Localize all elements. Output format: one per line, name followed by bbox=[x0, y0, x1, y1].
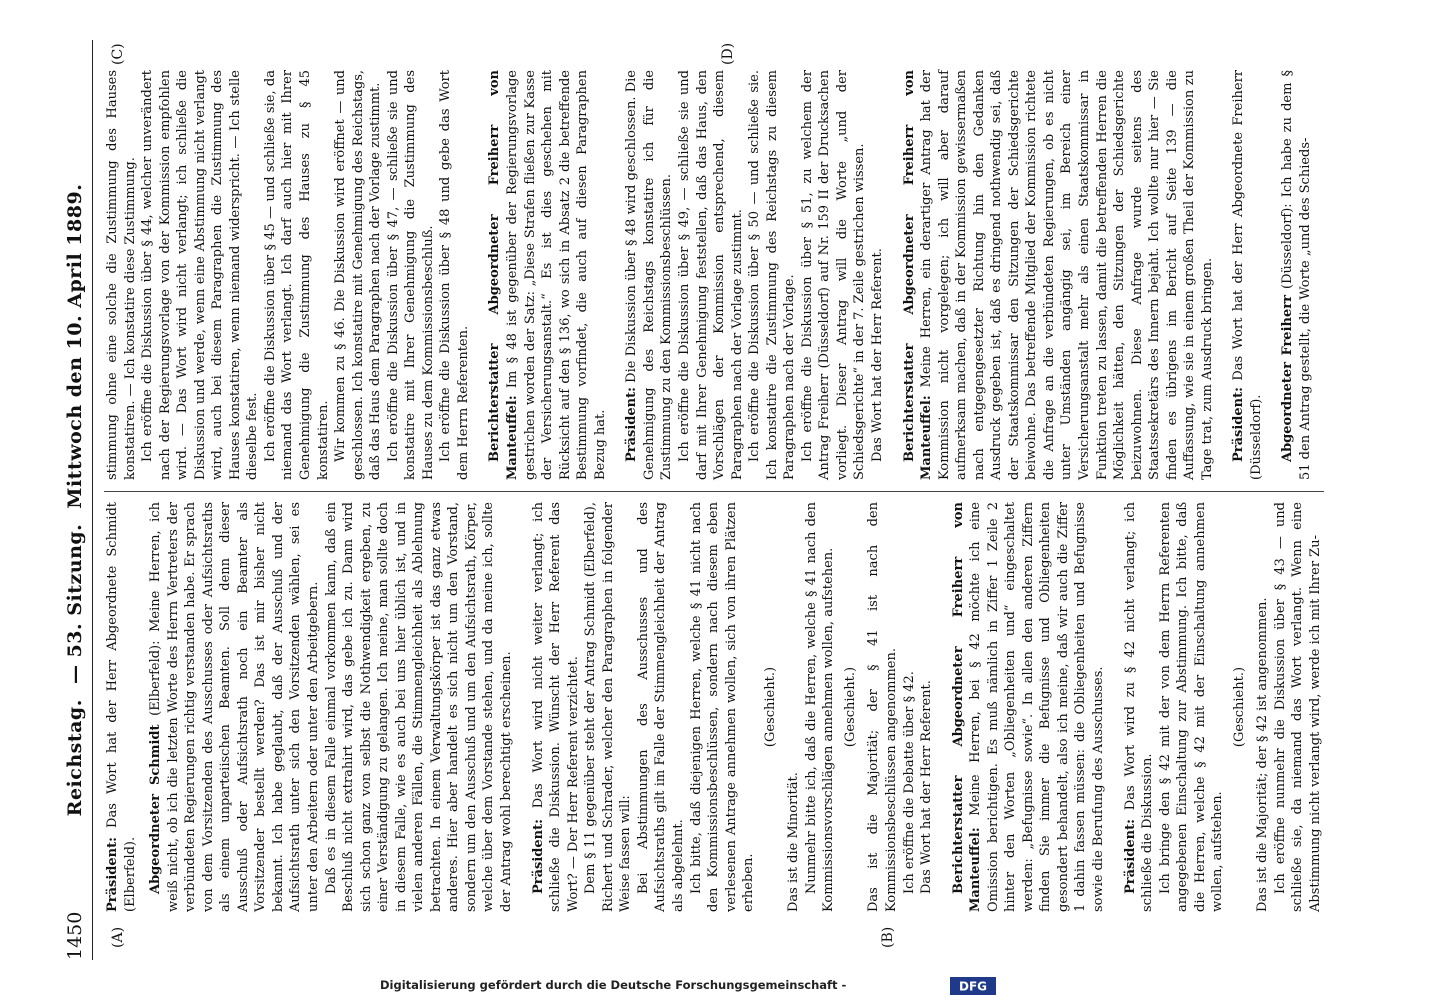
paragraph bbox=[104, 502, 139, 912]
paragraph bbox=[1157, 502, 1227, 912]
paragraph-text: (Geschieht.) bbox=[842, 666, 858, 748]
paragraph bbox=[486, 70, 609, 480]
paragraph-text: stimmung ohne eine solche die Zustimmung des Hauses konstatiren. — Ich konstatire diese Zustimmung. bbox=[105, 70, 138, 480]
paragraph-text: Wir kommen zu § 46. Die Diskussion wird eröffnet — und geschlossen. Ich konstatire mit Genehmigung des Reichstags, daß das Haus dem Paragraphen nach der Vorlage zustimmt. bbox=[333, 70, 384, 480]
paragraph-text: Das ist die Majorität; der § 42 ist angenommen. bbox=[1255, 597, 1271, 912]
paragraph bbox=[104, 70, 139, 480]
speaker-name: Präsident: bbox=[1231, 387, 1247, 462]
paragraph-text: Ich eröffne die Diskussion über § 45 — und schließe sie, da niemand das Wort verlangt. Ich darf auch hier mit Ihrer Genehmigung die Zustimmung des Hauses zu § 45 konstatiren. bbox=[262, 70, 331, 480]
speaker-name: Abgeordneter Schmidt bbox=[148, 724, 164, 894]
paragraph-text: Meine Herren, ein derartiger Antrag hat der Kommission nicht vorgelegen; ich will aber darauf aufmerksam machen, daß in der Kommission gewissermaßen nach entgegengesetzter Richtung hin den Gedanken Ausdruck gegeben ist, daß es dringend nothwendig sei, daß der Staatskommissar den Sitzungen der Schiedsgerichte beiwohne. Das betreffende Mitglied der Kommission richtete die Anfrage an die verbündeten Regierungen, ob es nicht unter Umständen angängig sei, im Bereich einer Versicherungsanstalt mehr als einen Staatskommissar in Funktion treten zu lassen, damit die betreffenden Herren die Möglichkeit hätten, den Sitzungen der Schiedsgerichte beizuwohnen. Diese Anfrage wurde seitens des Staatssekretärs des Innern bejaht. Ich wollte nur hier — Sie finden es übrigens im Bericht auf Seite 139 — die Auffassung, wie sie in einem großen Theil der Kommission zu Tage trat, zum Ausdruck bringen. bbox=[919, 70, 1215, 480]
speaker-name: Präsident: bbox=[624, 387, 640, 462]
margin-mark-b: (B) bbox=[880, 926, 896, 948]
paragraph bbox=[437, 70, 472, 480]
paragraph bbox=[323, 502, 516, 912]
paragraph bbox=[918, 502, 936, 912]
speaker-name: Präsident: bbox=[105, 837, 120, 912]
page-number: 1450 bbox=[64, 911, 86, 960]
paragraph bbox=[1230, 70, 1265, 480]
paragraph-text: Die Diskussion über § 48 wird geschlossen. Die Genehmigung des Reichstags konstatire ich für die Zustimmung zu den Kommissionsbeschlüssen. bbox=[624, 70, 675, 480]
right-column bbox=[104, 70, 1315, 480]
left-column bbox=[104, 502, 1325, 912]
paragraph bbox=[865, 502, 900, 912]
speaker-name: Abgeordneter Freiherr bbox=[1280, 295, 1296, 462]
paragraph-text: (Elberfeld): Meine Herren, ich weiß nicht, ob ich die letzten Worte des Herrn Vertreters der verbündeten Regierungen richtig verstanden habe. Er sprach von dem Vorsitzenden des Ausschusses oder Aufsichtsraths als einem unparteiischen Beamten. Soll denn dieser Ausschuß oder Aufsichtsrath noch ein Beamter als Vorsitzender bestellt werden? Das ist mir bisher nicht bekannt. Ich habe geglaubt, daß der Ausschuß und der Aufsichtsrath unter sich den Vorsitzenden wählen, sei es unter den Arbeitern oder unter den Arbeitgebern. bbox=[148, 502, 322, 912]
paragraph bbox=[785, 502, 803, 912]
paragraph bbox=[1254, 502, 1272, 912]
speaker-name: Berichterstatter Abgeordneter Freiherr von Manteuffel: bbox=[487, 70, 521, 480]
paragraph bbox=[842, 502, 860, 912]
paragraph bbox=[623, 70, 676, 480]
margin-mark-a: (A) bbox=[110, 926, 126, 948]
paragraph-text: Ich eröffne die Diskussion über § 49, — schließe sie und darf mit Ihrer Genehmigung feststellen, daß das Haus, den Vorschlägen der Kommission entsprechend, diesem Paragraphen nach der Vorlage zustimmt. bbox=[676, 70, 745, 480]
paragraph-text: Ich eröffne die Diskussion über § 47, — schließe sie und konstatire mit Ihrer Genehmigung die Zustimmung des Hauses zu dem Kommissionsbeschluß. bbox=[385, 70, 436, 480]
paragraph-text: Im § 48 ist gegenüber der Regierungsvorlage gestrichen worden der Satz: „Diese Strafen fließen zur Kasse der Versicherungsanstalt.“ Es ist dies geschehen mit Rücksicht auf den § 136, wo sich in Absatz 2 die betreffende Bestimmung vorfindet, die auch auf diesen Paragraphen Bezug hat. bbox=[505, 70, 608, 480]
paragraph bbox=[950, 502, 1108, 912]
paragraph-text: Daß es in diesem Falle einmal vorkommen kann, daß ein Beschluß nicht extrahirt wird, das gebe ich zu. Dann wird sich schon ganz von selbst die Nothwendigkeit ergeben, zu einer Verständigung zu gelangen. Ich meine, man sollte doch in diesem Falle, wie es auch bei uns hier üblich ist, und in vielen anderen Fällen, die Stimmengleichheit als Ablehnung betrachten. In einem Verwaltungskörper ist das ganz etwas anderes. Hier aber handelt es sich nicht um den Vorstand, sondern um den Ausschuß und um den Aufsichtsrath, Körper, welche über dem Vorstande stehen, und da meine ich, sollte der Antrag wohl berechtigt erscheinen. bbox=[323, 502, 515, 912]
paragraph bbox=[262, 70, 332, 480]
speaker-name: Berichterstatter Abgeordneter Freiherr von Manteuffel: bbox=[950, 502, 984, 912]
paragraph-text: Das Wort hat der Herr Referent. bbox=[869, 248, 885, 462]
paragraph bbox=[139, 70, 262, 480]
paragraph-text: Ich eröffne die Diskussion über § 50 — und schließe sie. Ich konstatire die Zustimmung des Reichstags zu diesem Paragraphen nach der Vorlage. bbox=[747, 70, 798, 480]
paragraph-text: Meine Herren, bei § 42 möchte ich eine Omission berichtigen. Es muß nämlich in Ziffer 1 Zeile 2 hinter den Worten „Obliegenheiten und“ eingeschaltet werden: „Befugnisse sowie“. In allen den anderen Ziffern finden Sie immer die Befugnisse und Obliegenheiten gesondert behandelt, also ich meine, daß wir auch die Ziffer 1 dahin fassen müssen: die Obliegenheiten und Befugnisse sowie die Berufung des Ausschusses. bbox=[968, 501, 1106, 912]
paragraph bbox=[799, 70, 869, 480]
paragraph bbox=[901, 70, 1217, 480]
paragraph-text: Bei Abstimmungen des Ausschusses und des Aufsichtsraths gilt im Falle der Stimmengleichheit der Antrag als abgelehnt. bbox=[635, 502, 686, 912]
paragraph-text: Das ist die Majorität; der § 41 ist nach den Kommissionsbeschlüssen angenommen. bbox=[866, 502, 899, 912]
paragraph-text: (Düsseldorf): Ich habe zu dem § 51 den Antrag gestellt, die Worte „und des Schieds- bbox=[1280, 70, 1313, 480]
paragraph bbox=[762, 502, 780, 912]
margin-mark-d: (D) bbox=[720, 42, 736, 65]
paragraph-text: Ich eröffne die Debatte über § 42. bbox=[901, 671, 917, 894]
paragraph bbox=[1122, 502, 1157, 912]
paragraph bbox=[1231, 502, 1249, 912]
running-title bbox=[64, 40, 86, 960]
paragraph-text: Ich bringe den § 42 mit der von dem Herrn Referenten angegebenen Einschaltung zur Abstimmung. Ich bitte, daß die Herren, welche § 42 mit der Einschaltung annehmen wollen, aufstehen. bbox=[1157, 502, 1226, 912]
paragraph bbox=[332, 70, 385, 480]
page-header bbox=[58, 40, 92, 960]
paragraph-text: Ich eröffne nunmehr die Diskussion über § 43 — und schließe sie, da niemand das Wort verlangt. Wenn eine Abstimmung nicht verlangt wird, werde ich mit Ihrer Zu- bbox=[1272, 502, 1323, 912]
paragraph bbox=[688, 502, 758, 912]
paragraph-text: Das Wort hat der Herr Referent. bbox=[919, 680, 935, 894]
dfg-logo bbox=[950, 977, 996, 995]
paragraph-text: Ich eröffne die Diskussion über § 48 und gebe das Wort dem Herrn Referenten. bbox=[438, 70, 471, 480]
paragraph bbox=[676, 70, 746, 480]
paragraph bbox=[385, 70, 438, 480]
paragraph-text: (Geschieht.) bbox=[762, 666, 778, 748]
header-rule bbox=[92, 40, 93, 960]
margin-mark-c: (C) bbox=[110, 43, 126, 65]
svg-text:DFG: DFG bbox=[958, 979, 988, 994]
running-title-date: Mittwoch den 10. April 1889. bbox=[64, 183, 86, 509]
digitization-footer bbox=[380, 976, 1000, 998]
paragraph bbox=[635, 502, 688, 912]
digitization-note: Digitalisierung gefördert durch die Deutsche Forschungsgemeinschaft - bbox=[380, 978, 847, 992]
column-divider bbox=[104, 491, 1324, 492]
paragraph bbox=[582, 502, 635, 912]
paragraph bbox=[869, 70, 887, 480]
paragraph bbox=[1279, 70, 1314, 480]
paragraph bbox=[901, 502, 919, 912]
paragraph bbox=[530, 502, 583, 912]
paragraph-text: Das Wort hat der Herr Abgeordnete Freiherr (Düsseldorf). bbox=[1231, 70, 1264, 480]
paragraph bbox=[803, 502, 838, 912]
paragraph-text: Das Wort wird nicht weiter verlangt; ich schließe die Diskussion. Wünscht der Herr Referent das Wort? — Der Herr Referent verzichtet. bbox=[530, 502, 581, 912]
paragraph-text: Das ist die Minorität. bbox=[786, 772, 802, 912]
paragraph bbox=[147, 502, 322, 912]
running-title-session: — 53. Sitzung. bbox=[64, 523, 86, 685]
paragraph-text: Dem § 11 gegenüber steht der Antrag Schmidt (Elberfeld), Richert und Schrader, welcher den Paragraphen in folgender Weise fassen will: bbox=[583, 502, 634, 912]
paragraph bbox=[1272, 502, 1325, 912]
paragraph-text: Nunmehr bitte ich, daß die Herren, welche § 41 nach den Kommissionsvorschlägen annehmen wollen, aufstehen. bbox=[803, 502, 837, 912]
speaker-name: Berichterstatter Abgeordneter Freiherr von Manteuffel: bbox=[901, 70, 935, 480]
running-title-body: Reichstag. bbox=[64, 699, 86, 817]
paragraph-text: (Geschieht.) bbox=[1231, 666, 1247, 748]
paragraph-text: Das Wort hat der Herr Abgeordnete Schmidt (Elberfeld). bbox=[105, 502, 138, 912]
paragraph-text: Ich bitte, daß diejenigen Herren, welche § 41 nicht nach den Kommissionsbeschlüssen, sondern nach diesem eben verlesenen Antrage annehmen wollen, sich von ihren Plätzen erheben. bbox=[688, 502, 757, 912]
paragraph-text: Ich eröffne die Diskussion über § 44, welcher unverändert nach der Regierungsvorlage von der Kommission empfohlen wird. — Das Wort wird nicht verlangt; ich schließe die Diskussion und werde, wenn eine Abstimmung nicht verlangt wird, auch bei diesem Paragraphen die Zustimmung des Hauses konstatiren, wenn niemand widerspricht. — Ich stelle dieselbe fest. bbox=[140, 70, 261, 480]
paragraph bbox=[746, 70, 799, 480]
paragraph-text: Das Wort wird zu § 42 nicht verlangt; ich schließe die Diskussion. bbox=[1122, 502, 1156, 912]
speaker-name: Präsident: bbox=[1122, 819, 1138, 894]
paragraph-text: Ich eröffne die Diskussion über § 51, zu welchem der Antrag Freiherr (Düsseldorf) auf Nr. 159 II der Drucksachen vorliegt. Dieser Antrag will die Worte „und der Schiedsgerichte“ in der 7. Zeile gestrichen wissen. bbox=[799, 70, 868, 480]
speaker-name: Präsident: bbox=[530, 819, 546, 894]
